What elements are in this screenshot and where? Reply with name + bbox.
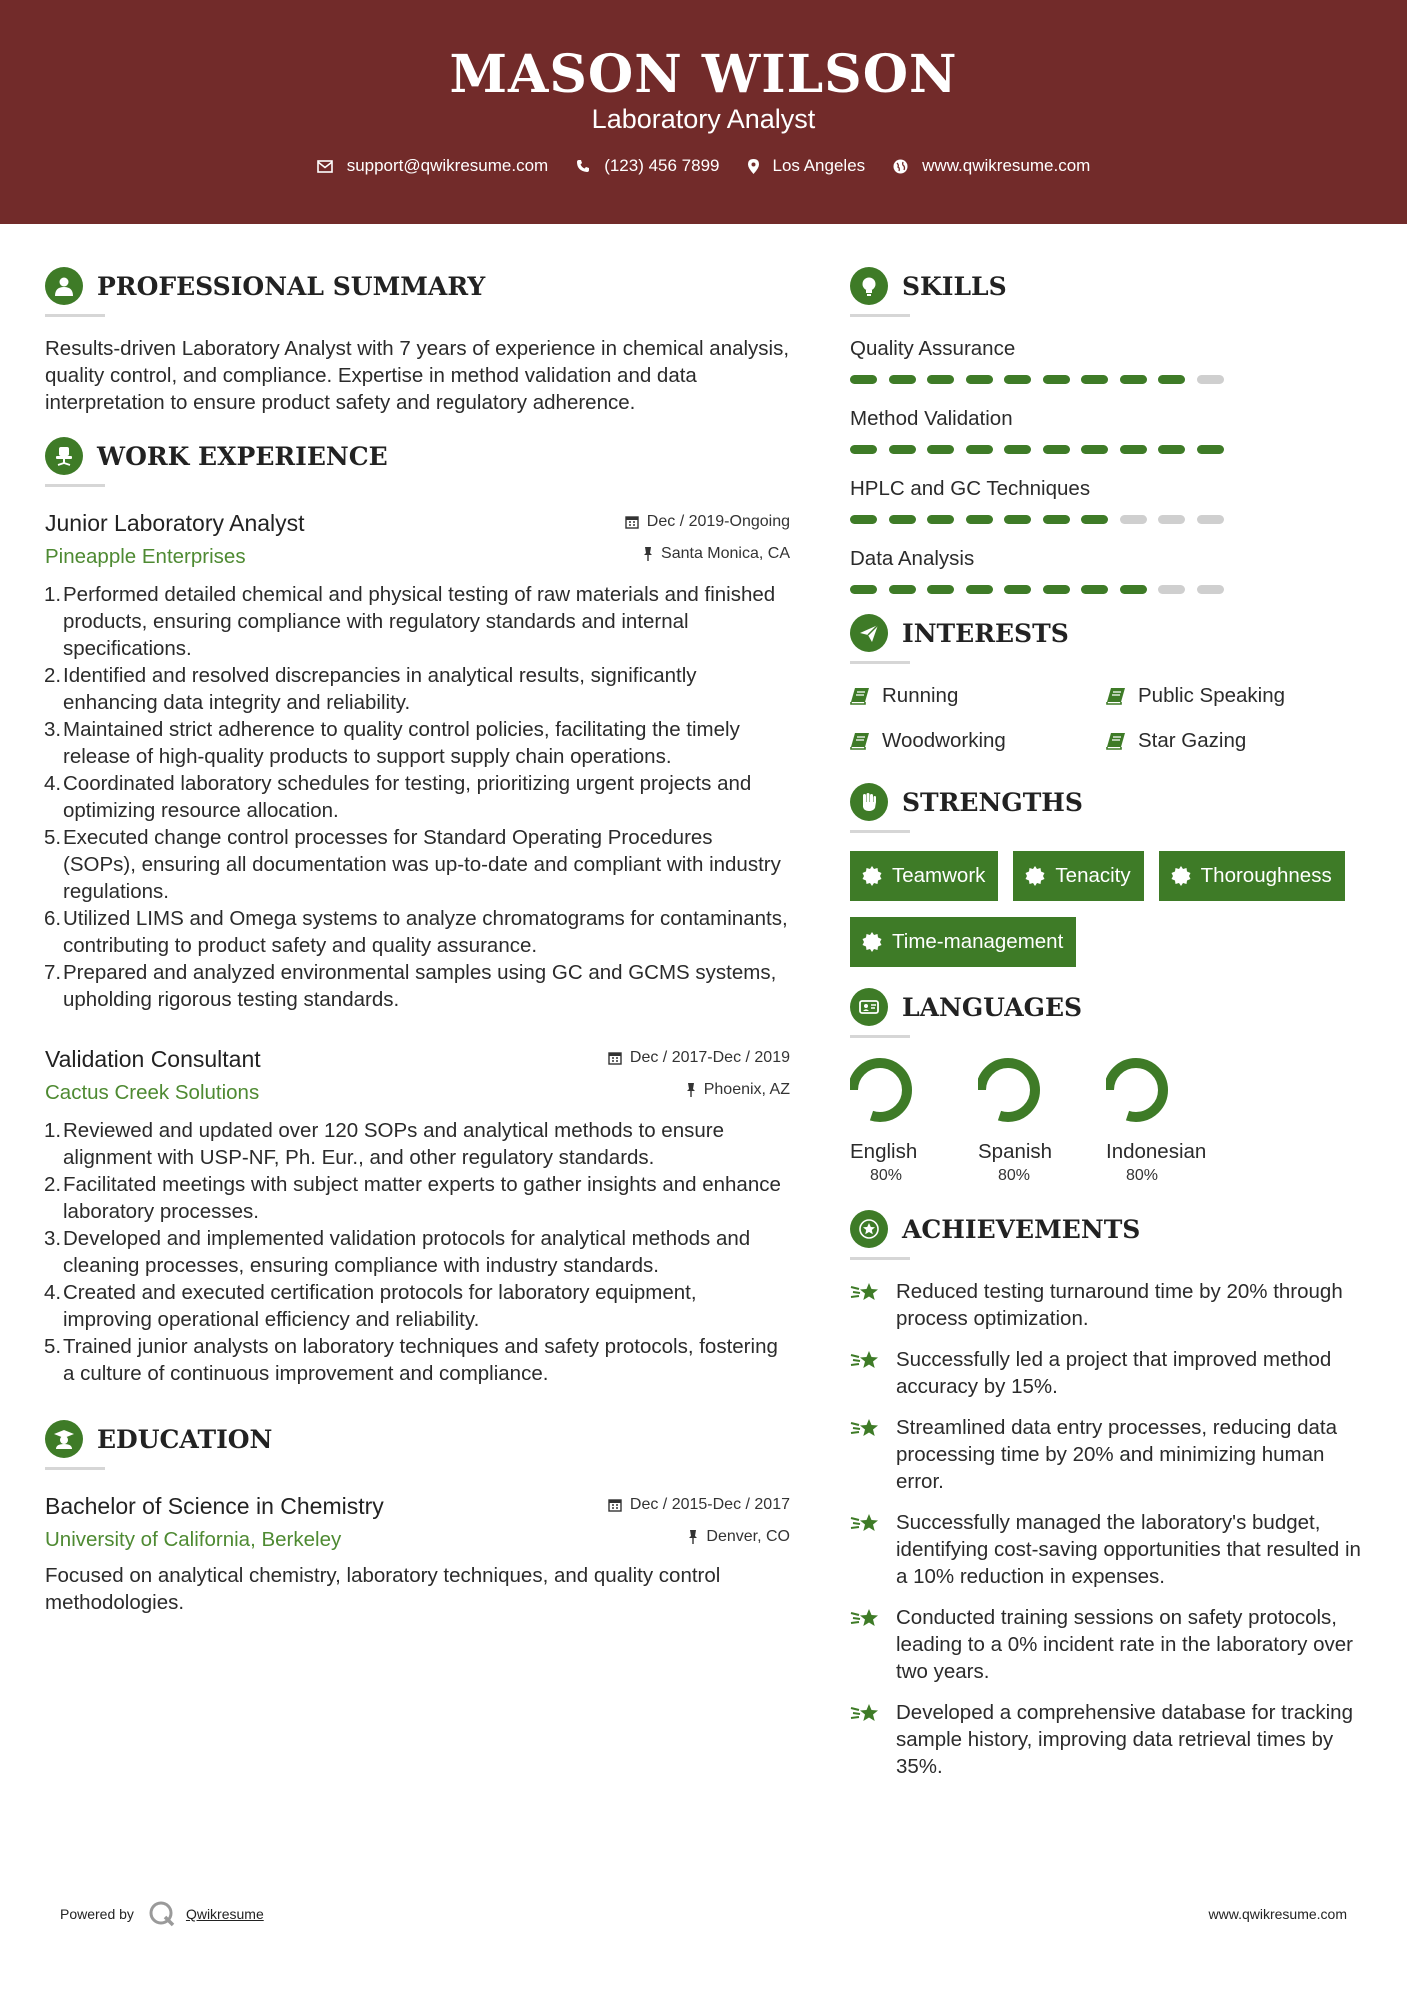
job-list — [45, 505, 790, 1387]
language-name: Indonesian — [1106, 1140, 1207, 1163]
right-column — [850, 264, 1370, 1794]
section-divider — [850, 1035, 910, 1038]
powered-by-label: Powered by — [60, 1906, 134, 1922]
candidate-title: Laboratory Analyst — [591, 104, 816, 134]
bullet-number: 2. — [44, 664, 62, 687]
bullet-text: Developed and implemented validation protocols for analytical methods and cleaning processes, ensuring compliance with industry standards. — [63, 1227, 751, 1277]
bullet-text: Facilitated meetings with subject matter experts to gather insights and enhance laboratory processes. — [63, 1173, 781, 1223]
bullet-number: 1. — [44, 1119, 62, 1142]
location-text: Los Angeles — [772, 156, 866, 175]
skill-dash-empty — [1120, 515, 1147, 524]
education-location-text: Denver, CO — [706, 1528, 790, 1545]
calendar-icon — [608, 1051, 622, 1065]
pin-icon — [686, 1083, 696, 1097]
job-bullet — [45, 662, 790, 716]
skill-dash-empty — [1158, 515, 1185, 524]
skill-dash-filled — [966, 515, 993, 524]
office-chair-icon — [45, 437, 83, 475]
lightbulb-icon — [850, 267, 888, 305]
email-text: support@qwikresume.com — [346, 156, 549, 175]
degree-title: Bachelor of Science in Chemistry — [45, 1493, 384, 1519]
skill-dash-filled — [1043, 375, 1070, 384]
job-location — [686, 1081, 790, 1099]
bullet-number: 3. — [44, 718, 62, 741]
language-item — [850, 1056, 978, 1185]
bullet-text: Executed change control processes for Standard Operating Procedures (SOPs), ensuring all documentation was up-to-date and compliant with industry regulations. — [63, 826, 781, 903]
id-card-icon — [850, 988, 888, 1026]
skill-level-bar — [850, 515, 1370, 525]
gear-badge-icon — [1025, 866, 1045, 886]
skill-dash-filled — [1004, 445, 1031, 454]
skill-dash-filled — [1004, 515, 1031, 524]
skill-dash-filled — [927, 445, 954, 454]
interest-label: Public Speaking — [1138, 683, 1286, 707]
strengths-heading — [850, 780, 1370, 824]
skill-dash-filled — [1081, 585, 1108, 594]
summary-title: PROFESSIONAL SUMMARY — [97, 271, 486, 301]
skill-dash-empty — [1158, 585, 1185, 594]
job-bullet — [45, 1279, 790, 1333]
interests-section — [850, 611, 1370, 754]
language-level-ring — [850, 1056, 922, 1128]
strength-label: Time-management — [892, 930, 1064, 953]
bullet-number: 4. — [44, 1281, 62, 1304]
skill-dash-filled — [1043, 585, 1070, 594]
languages-title: LANGUAGES — [902, 992, 1083, 1022]
bullet-text: Prepared and analyzed environmental samples using GC and GCMS systems, upholding rigorous testing standards. — [63, 961, 777, 1011]
skill-dash-filled — [966, 445, 993, 454]
bullet-number: 7. — [44, 961, 62, 984]
shooting-star-icon — [850, 1349, 882, 1373]
section-divider — [850, 314, 910, 317]
job-bullet — [45, 905, 790, 959]
skill-dash-filled — [927, 515, 954, 524]
skill-dash-filled — [927, 375, 954, 384]
skill-item — [850, 405, 1370, 455]
skill-level-bar — [850, 375, 1370, 385]
skill-list — [850, 335, 1370, 595]
skill-dash-filled — [1158, 375, 1185, 384]
book-icon — [850, 687, 870, 705]
interest-label: Star Gazing — [1138, 728, 1247, 752]
book-icon — [1106, 732, 1126, 750]
skill-dash-filled — [889, 375, 916, 384]
achievement-text: Streamlined data entry processes, reducing data processing time by 20% and minimizing human error. — [896, 1416, 1338, 1493]
skill-dash-filled — [1158, 445, 1185, 454]
skill-dash-filled — [1081, 445, 1108, 454]
experience-title: WORK EXPERIENCE — [97, 441, 388, 471]
job-title: Validation Consultant — [45, 1046, 261, 1072]
skill-dash-filled — [1043, 445, 1070, 454]
interest-list — [850, 682, 1370, 754]
strength-tag — [850, 917, 1076, 967]
achievement-text: Conducted training sessions on safety protocols, leading to a 0% incident rate in the laboratory over two years. — [896, 1606, 1353, 1683]
experience-heading — [45, 434, 790, 478]
job-bullets — [45, 1117, 790, 1387]
skill-dash-filled — [1043, 515, 1070, 524]
left-column — [45, 264, 790, 1616]
language-name: Spanish — [978, 1140, 1053, 1163]
skill-dash-filled — [850, 515, 877, 524]
skill-dash-filled — [889, 585, 916, 594]
job-bullet — [45, 1171, 790, 1225]
skill-item — [850, 545, 1370, 595]
calendar-icon — [625, 515, 639, 529]
shooting-star-icon — [850, 1417, 882, 1441]
education-entry — [45, 1488, 790, 1616]
job-bullet — [45, 1333, 790, 1387]
gear-badge-icon — [1171, 866, 1191, 886]
bullet-text: Identified and resolved discrepancies in analytical results, significantly enhancing data integrity and reliability. — [63, 664, 697, 714]
job-title: Junior Laboratory Analyst — [45, 510, 305, 536]
job-bullet — [45, 1225, 790, 1279]
interest-label: Running — [882, 683, 959, 707]
achievement-item — [850, 1278, 1370, 1332]
skill-dash-filled — [966, 375, 993, 384]
bullet-text: Coordinated laboratory schedules for testing, prioritizing urgent projects and optimizing resource allocation. — [63, 772, 752, 822]
bullet-text: Created and executed certification protocols for laboratory equipment, improving operational efficiency and reliability. — [63, 1281, 697, 1331]
experience-section — [45, 434, 790, 1387]
job-location-text: Phoenix, AZ — [703, 1081, 790, 1098]
job-date — [625, 513, 790, 531]
skill-dash-filled — [927, 585, 954, 594]
job-location — [643, 545, 790, 563]
strength-label: Tenacity — [1055, 864, 1131, 887]
user-icon — [45, 267, 83, 305]
achievement-text: Developed a comprehensive database for tracking sample history, improving data retrieval times by 35%. — [896, 1701, 1353, 1778]
skill-dash-filled — [1081, 515, 1108, 524]
contact-phone[interactable] — [576, 156, 719, 176]
summary-text: Results-driven Laboratory Analyst with 7 years of experience in chemical analysis, quality control, and compliance. Expertise in method validation and data interpretation to ensure product safety and regulatory adherence. — [45, 337, 790, 414]
interest-item — [850, 727, 1106, 754]
bullet-text: Trained junior analysts on laboratory techniques and safety protocols, fostering a culture of continuous improvement and compliance. — [63, 1335, 778, 1385]
qwikresume-logo-icon — [148, 1900, 176, 1928]
education-section — [45, 1417, 790, 1616]
interests-title: INTERESTS — [902, 618, 1069, 648]
gear-badge-icon — [862, 932, 882, 952]
section-divider — [45, 484, 105, 487]
website-text: www.qwikresume.com — [922, 156, 1091, 175]
interest-item — [1106, 682, 1362, 709]
bullet-text: Reviewed and updated over 120 SOPs and analytical methods to ensure alignment with USP-NF, Ph. Eur., and other regulatory standards. — [63, 1119, 724, 1169]
section-divider — [850, 830, 910, 833]
achievement-item — [850, 1699, 1370, 1780]
language-percent: 80% — [1126, 1167, 1159, 1184]
skill-dash-filled — [1004, 375, 1031, 384]
skill-dash-filled — [1120, 445, 1147, 454]
star-badge-icon — [850, 1210, 888, 1248]
interests-heading — [850, 611, 1370, 655]
achievement-item — [850, 1509, 1370, 1590]
resume-header — [0, 0, 1407, 224]
skill-name: Method Validation — [850, 407, 1013, 430]
job-bullet — [45, 581, 790, 662]
school-name: University of California, Berkeley — [45, 1528, 342, 1551]
bullet-text: Performed detailed chemical and physical testing of raw materials and finished products, ensuring compliance with regulatory standards and internal specifications. — [63, 583, 776, 660]
achievement-list — [850, 1278, 1370, 1780]
achievement-item — [850, 1346, 1370, 1400]
job-entry — [45, 1041, 790, 1387]
section-divider — [45, 314, 105, 317]
candidate-name: MASON WILSON — [449, 44, 958, 105]
achievements-heading — [850, 1207, 1370, 1251]
qwikresume-link[interactable]: Qwikresume — [185, 1906, 264, 1922]
language-percent: 80% — [998, 1167, 1031, 1184]
language-percent: 80% — [870, 1167, 903, 1184]
job-entry — [45, 505, 790, 1013]
strength-tag — [1159, 851, 1345, 901]
strength-tag — [1013, 851, 1143, 901]
skill-dash-filled — [1197, 445, 1224, 454]
skill-dash-filled — [850, 375, 877, 384]
achievement-text: Reduced testing turnaround time by 20% through process optimization. — [896, 1280, 1343, 1330]
strength-label: Thoroughness — [1200, 864, 1332, 887]
contact-website[interactable] — [893, 156, 1090, 176]
achievement-item — [850, 1604, 1370, 1685]
section-divider — [850, 661, 910, 664]
summary-heading — [45, 264, 790, 308]
strength-label: Teamwork — [892, 864, 986, 887]
skill-dash-filled — [966, 585, 993, 594]
job-bullet — [45, 770, 790, 824]
languages-heading — [850, 985, 1370, 1029]
skill-dash-filled — [850, 585, 877, 594]
skills-section — [850, 264, 1370, 595]
bullet-number: 1. — [44, 583, 62, 606]
strength-tag — [850, 851, 998, 901]
job-bullet — [45, 1117, 790, 1171]
interest-item — [850, 682, 1106, 709]
globe-icon — [893, 159, 908, 174]
language-item — [1106, 1056, 1234, 1185]
bullet-text: Maintained strict adherence to quality control policies, facilitating the timely release of high-quality products to support supply chain operations. — [63, 718, 740, 768]
education-date — [608, 1496, 790, 1514]
job-bullets — [45, 581, 790, 1013]
company-name: Pineapple Enterprises — [45, 545, 246, 568]
gear-badge-icon — [862, 866, 882, 886]
strengths-title: STRENGTHS — [902, 787, 1083, 817]
achievements-section — [850, 1207, 1370, 1780]
bullet-number: 5. — [44, 1335, 62, 1358]
skill-item — [850, 335, 1370, 385]
job-bullet — [45, 824, 790, 905]
graduate-icon — [45, 1420, 83, 1458]
job-date-text: Dec / 2019-Ongoing — [646, 513, 790, 530]
strengths-section — [850, 780, 1370, 983]
skill-dash-filled — [1120, 375, 1147, 384]
company-name: Cactus Creek Solutions — [45, 1081, 260, 1104]
achievements-title: ACHIEVEMENTS — [902, 1214, 1141, 1244]
language-list — [850, 1056, 1370, 1185]
skill-dash-filled — [889, 445, 916, 454]
skill-dash-empty — [1197, 375, 1224, 384]
shooting-star-icon — [850, 1702, 882, 1726]
skill-level-bar — [850, 445, 1370, 455]
achievement-text: Successfully led a project that improved method accuracy by 15%. — [896, 1348, 1332, 1398]
pin-icon — [688, 1530, 698, 1544]
section-divider — [850, 1257, 910, 1260]
languages-section — [850, 985, 1370, 1185]
skill-dash-empty — [1197, 515, 1224, 524]
shooting-star-icon — [850, 1281, 882, 1305]
interest-item — [1106, 727, 1362, 754]
job-location-text: Santa Monica, CA — [661, 545, 790, 562]
education-date-text: Dec / 2015-Dec / 2017 — [629, 1496, 790, 1513]
strength-tags — [850, 851, 1370, 983]
skill-level-bar — [850, 585, 1370, 595]
calendar-icon — [608, 1498, 622, 1512]
education-title: EDUCATION — [97, 1424, 273, 1454]
shooting-star-icon — [850, 1607, 882, 1631]
interest-label: Woodworking — [882, 728, 1006, 752]
language-item — [978, 1056, 1106, 1185]
phone-icon — [576, 159, 590, 173]
achievement-item — [850, 1414, 1370, 1495]
skill-dash-filled — [1081, 375, 1108, 384]
paper-plane-icon — [850, 614, 888, 652]
skill-dash-filled — [1120, 585, 1147, 594]
education-location — [688, 1528, 790, 1546]
bullet-number: 6. — [44, 907, 62, 930]
contact-email[interactable] — [317, 156, 549, 176]
skill-dash-filled — [850, 445, 877, 454]
skill-dash-filled — [1004, 585, 1031, 594]
skill-dash-empty — [1197, 585, 1224, 594]
language-level-ring — [1106, 1056, 1178, 1128]
pin-icon — [643, 547, 653, 561]
education-heading — [45, 1417, 790, 1461]
book-icon — [1106, 687, 1126, 705]
language-name: English — [850, 1140, 918, 1163]
skill-dash-filled — [889, 515, 916, 524]
job-bullet — [45, 959, 790, 1013]
summary-section — [45, 264, 790, 416]
footer-powered — [60, 1900, 264, 1928]
book-icon — [850, 732, 870, 750]
bullet-number: 5. — [44, 826, 62, 849]
envelope-icon — [317, 160, 333, 173]
skill-name: Quality Assurance — [850, 337, 1016, 360]
raised-fist-icon — [850, 783, 888, 821]
language-level-ring — [978, 1056, 1050, 1128]
bullet-number: 2. — [44, 1173, 62, 1196]
education-description: Focused on analytical chemistry, laboratory techniques, and quality control methodologies. — [45, 1564, 721, 1614]
section-divider — [45, 1467, 105, 1470]
skills-title: SKILLS — [902, 271, 1007, 301]
contact-bar — [0, 156, 1407, 176]
footer-url[interactable]: www.qwikresume.com — [1208, 1906, 1347, 1922]
bullet-text: Utilized LIMS and Omega systems to analyze chromatograms for contaminants, contributing to product safety and quality assurance. — [63, 907, 788, 957]
job-date — [608, 1049, 790, 1067]
job-bullet — [45, 716, 790, 770]
bullet-number: 3. — [44, 1227, 62, 1250]
bullet-number: 4. — [44, 772, 62, 795]
achievement-text: Successfully managed the laboratory's budget, identifying cost-saving opportunities that resulted in a 10% reduction in expenses. — [896, 1511, 1361, 1588]
phone-text: (123) 456 7899 — [604, 156, 720, 175]
skill-name: HPLC and GC Techniques — [850, 477, 1091, 500]
job-date-text: Dec / 2017-Dec / 2019 — [629, 1049, 790, 1066]
skill-item — [850, 475, 1370, 525]
shooting-star-icon — [850, 1512, 882, 1536]
skill-name: Data Analysis — [850, 547, 975, 570]
contact-location — [748, 156, 866, 176]
skills-heading — [850, 264, 1370, 308]
map-pin-icon — [748, 159, 759, 174]
